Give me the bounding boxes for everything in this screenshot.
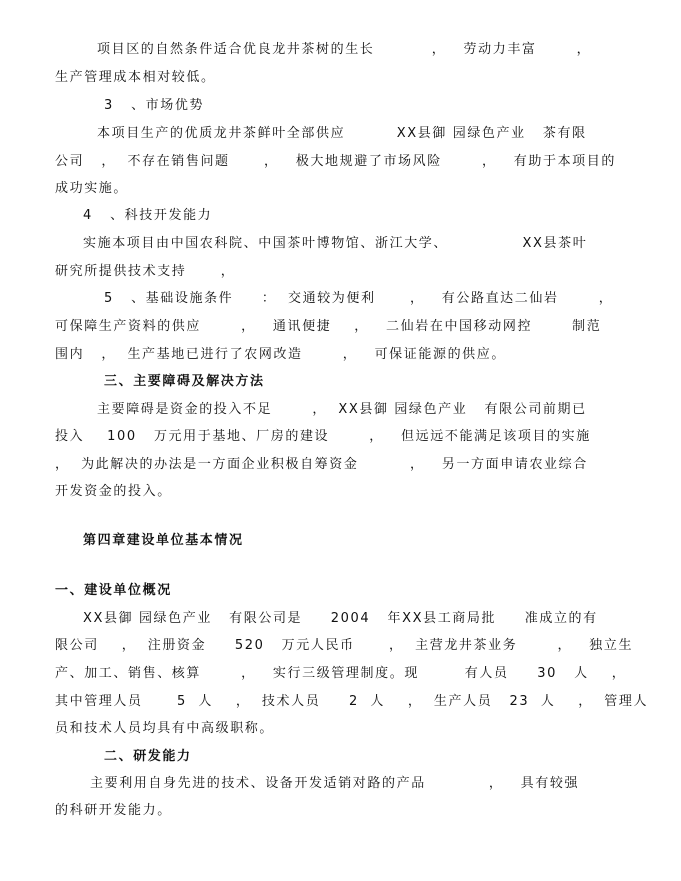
section-heading: 三、主要障碍及解决方法 [104, 374, 265, 389]
text-line: 公司 ， 不存在销售问题 ， 极大地规避了市场风险 ， 有助于本项目的 [55, 154, 616, 169]
text-line: 研究所提供技术支持 ， [55, 264, 236, 279]
text-line: 可保障生产资料的供应 ， 通讯便捷 ， 二仙岩在中国移动网控 制范 [55, 319, 602, 334]
text-line: 产、加工、销售、核算 ， 实行三级管理制度。现 有人员 30 人 ， [55, 666, 627, 681]
text-line: 围内 ， 生产基地已进行了农网改造 ， 可保证能源的供应。 [55, 347, 506, 362]
text-line: XX县御 园绿色产业 有限公司是 2004 年XX县工商局批 准成立的有 [83, 611, 598, 626]
text-line: 的科研开发能力。 [55, 803, 172, 818]
text-line: 实施本项目由中国农科院、中国茶叶博物馆、浙江大学、 XX县茶叶 [83, 236, 588, 251]
text-line: 其中管理人员 5 人 ， 技术人员 2 人 ， 生产人员 23 人 ， 管理人 [55, 694, 649, 709]
text-line: 成功实施。 [55, 181, 129, 196]
chapter-title: 第四章建设单位基本情况 [83, 533, 244, 548]
text-line: 投入 100 万元用于基地、厂房的建设 ， 但远远不能满足该项目的实施 [55, 429, 591, 444]
text-line: ， 为此解决的办法是一方面企业积极自筹资金 ， 另一方面申请农业综合 [55, 457, 588, 472]
text-line: 本项目生产的优质龙井茶鲜叶全部供应 XX县御 园绿色产业 茶有限 [97, 126, 587, 141]
section-heading: 二、研发能力 [104, 749, 192, 764]
section-heading-4: 4 、科技开发能力 [83, 208, 213, 223]
text-line: 主要障碍是资金的投入不足 ， XX县御 园绿色产业 有限公司前期已 [97, 402, 587, 417]
text-line: 主要利用自身先进的技术、设备开发适销对路的产品 ， 具有较强 [90, 776, 580, 791]
text-line: 开发资金的投入。 [55, 484, 172, 499]
text-line: 员和技术人员均具有中高级职称。 [55, 721, 275, 736]
section-heading-3: 3 、市场优势 [104, 98, 205, 113]
section-heading-5: 5 、基础设施条件 ： 交通较为便利 ， 有公路直达二仙岩 ， [104, 291, 614, 306]
section-heading: 一、建设单位概况 [55, 583, 172, 598]
text-line: 生产管理成本相对较低。 [55, 70, 216, 85]
text-line: 限公司 ， 注册资金 520 万元人民币 ， 主营龙井茶业务 ， 独立生 [55, 638, 634, 653]
text-line: 项目区的自然条件适合优良龙井茶树的生长 ， 劳动力丰富 ， [97, 42, 592, 57]
